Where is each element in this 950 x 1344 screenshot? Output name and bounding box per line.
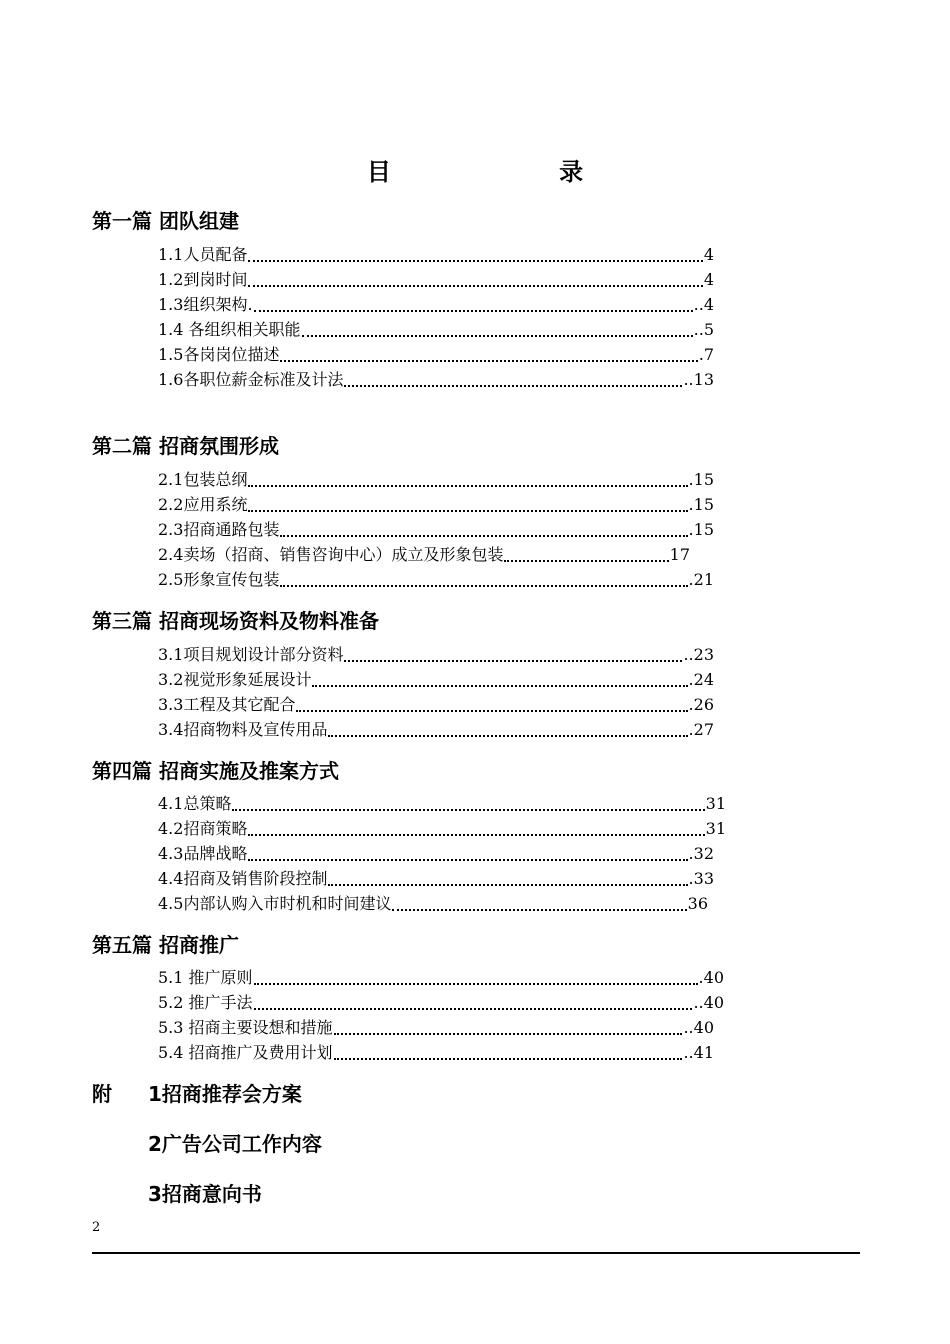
dot-leader <box>334 1021 683 1035</box>
toc-entry[interactable] <box>158 294 714 316</box>
toc-entry-label: 3.1项目规划设计部分资料 <box>158 645 344 664</box>
appendix-item[interactable]: 3招商意向书 <box>148 1182 262 1206</box>
part-3-heading: 第三篇 招商现场资料及物料准备 <box>92 609 379 633</box>
toc-entry[interactable] <box>158 544 690 566</box>
toc-entry[interactable] <box>158 843 714 865</box>
toc-entry-label: 1.3组织架构. <box>158 295 253 314</box>
toc-entry-label: 2.2应用系统 <box>158 495 248 514</box>
dot-leader <box>280 573 687 587</box>
toc-entry[interactable] <box>158 644 714 666</box>
toc-entry-label: 4.5内部认购入市时机和时间建议 <box>158 894 392 913</box>
toc-entry[interactable] <box>158 569 714 591</box>
toc-entry-label: 5.2 推广手法 <box>158 993 253 1012</box>
dot-leader <box>248 498 687 512</box>
toc-entry-label: 4.1总策略 <box>158 794 232 813</box>
toc-entry[interactable] <box>158 868 714 890</box>
toc-entry-page: ..13 <box>683 370 714 389</box>
toc-entry-page: ..40 <box>693 993 724 1012</box>
toc-entry-page: ..40 <box>683 1018 714 1037</box>
toc-entry-page: .21 <box>688 570 714 589</box>
page-title: 目 录 <box>366 157 664 186</box>
toc-entry-page: .32 <box>688 844 714 863</box>
toc-entry-label: 3.4招商物料及宣传用品 <box>158 720 328 739</box>
page-number: 2 <box>92 1220 101 1235</box>
toc-entry[interactable] <box>158 369 714 391</box>
dot-leader <box>504 548 668 562</box>
dot-leader <box>296 698 687 712</box>
toc-entry-label: 3.2视觉形象延展设计 <box>158 670 312 689</box>
dot-leader <box>248 248 702 262</box>
toc-entry-page: ..5 <box>693 320 714 339</box>
toc-entry[interactable] <box>158 1017 714 1039</box>
appendix-item[interactable]: 2广告公司工作内容 <box>148 1132 322 1156</box>
footer-divider <box>92 1252 860 1254</box>
toc-entry[interactable] <box>158 244 714 266</box>
dot-leader <box>302 323 693 337</box>
toc-entry-page: .26 <box>688 695 714 714</box>
dot-leader <box>254 298 693 312</box>
toc-entry-label: 4.4招商及销售阶段控制 <box>158 869 328 888</box>
toc-entry-page: .15 <box>688 495 714 514</box>
dot-leader <box>328 723 687 737</box>
toc-entry-page: .24 <box>688 670 714 689</box>
toc-entry-label: 2.3招商通路包装 <box>158 520 280 539</box>
toc-entry[interactable] <box>158 967 724 989</box>
toc-entry[interactable] <box>158 494 714 516</box>
toc-entry-label: 2.1包装总纲 <box>158 470 248 489</box>
toc-entry[interactable] <box>158 469 714 491</box>
toc-entry-page: .40 <box>698 968 724 987</box>
dot-leader <box>248 822 704 836</box>
toc-entry-label: 1.2到岗时间 <box>158 270 248 289</box>
toc-entry[interactable] <box>158 669 714 691</box>
dot-leader <box>254 996 693 1010</box>
part-4-heading: 第四篇 招商实施及推案方式 <box>92 759 339 783</box>
toc-entry-page: .33 <box>688 869 714 888</box>
toc-entry-label: 1.5各岗岗位描述 <box>158 345 280 364</box>
dot-leader <box>312 673 687 687</box>
toc-entry[interactable] <box>158 818 726 840</box>
dot-leader <box>328 872 687 886</box>
toc-entry[interactable] <box>158 519 714 541</box>
toc-entry-label: 3.3工程及其它配合 <box>158 695 296 714</box>
dot-leader <box>392 897 686 911</box>
toc-entry-page: ..4 <box>693 295 714 314</box>
toc-entry-page: ..41 <box>683 1043 714 1062</box>
toc-entry-label: 2.5形象宣传包装 <box>158 570 280 589</box>
toc-entry-page: .27 <box>688 720 714 739</box>
toc-entry-label: 1.1人员配备 <box>158 245 248 264</box>
part-1-heading: 第一篇 团队组建 <box>92 209 239 233</box>
toc-entry[interactable] <box>158 992 724 1014</box>
toc-entry-page: .7 <box>698 345 714 364</box>
toc-entry-label: 1.6各职位薪金标准及计法 <box>158 370 344 389</box>
toc-entry-page: 36 <box>687 894 708 913</box>
dot-leader <box>254 971 698 985</box>
toc-entry-label: 4.2招商策略 <box>158 819 248 838</box>
toc-entry[interactable] <box>158 269 714 291</box>
toc-entry-page: 4 <box>703 270 714 289</box>
dot-leader <box>280 523 687 537</box>
toc-entry[interactable] <box>158 694 714 716</box>
toc-entry-label: 2.4卖场（招商、销售咨询中心）成立及形象包装 <box>158 545 504 564</box>
toc-entry-label: 5.1 推广原则 <box>158 968 253 987</box>
toc-entry[interactable] <box>158 793 726 815</box>
toc-entry[interactable] <box>158 719 714 741</box>
dot-leader <box>280 348 697 362</box>
dot-leader <box>344 648 682 662</box>
toc-entry[interactable] <box>158 1042 714 1064</box>
toc-entry-page: 31 <box>705 819 726 838</box>
toc-entry[interactable] <box>158 319 714 341</box>
toc-entry-page: ..23 <box>683 645 714 664</box>
dot-leader <box>248 473 687 487</box>
toc-entry-label: 1.4 各组织相关职能 <box>158 320 301 339</box>
toc-entry-label: 4.3品牌战略 <box>158 844 248 863</box>
toc-entry-label: 5.3 招商主要设想和措施 <box>158 1018 333 1037</box>
appendix-item[interactable]: 1招商推荐会方案 <box>148 1082 302 1106</box>
toc-entry-page: 17 <box>669 545 690 564</box>
toc-entry-label: 5.4 招商推广及费用计划 <box>158 1043 333 1062</box>
dot-leader <box>232 797 704 811</box>
dot-leader <box>248 847 687 861</box>
dot-leader <box>248 273 702 287</box>
part-2-heading: 第二篇 招商氛围形成 <box>92 434 279 458</box>
toc-entry-page: .15 <box>688 470 714 489</box>
toc-entry[interactable] <box>158 893 708 915</box>
toc-entry-page: 4 <box>703 245 714 264</box>
toc-entry-page: 31 <box>705 794 726 813</box>
dot-leader <box>334 1046 683 1060</box>
appendix-heading: 附 <box>92 1082 112 1106</box>
dot-leader <box>344 373 682 387</box>
toc-entry[interactable] <box>158 344 714 366</box>
toc-entry-page: .15 <box>688 520 714 539</box>
part-5-heading: 第五篇 招商推广 <box>92 933 239 957</box>
